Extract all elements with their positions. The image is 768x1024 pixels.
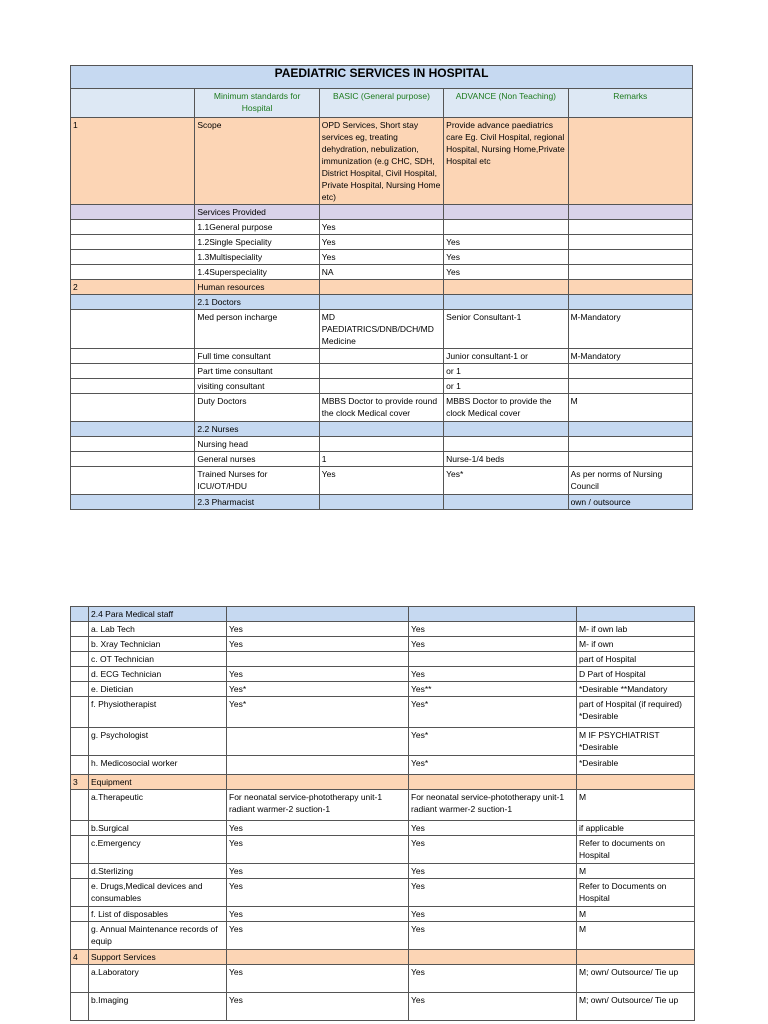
cell-col-1: 1.3Multispeciality	[195, 250, 319, 265]
cell-col-0	[71, 422, 195, 437]
paediatric-services-table-continued	[70, 606, 695, 1021]
table-row	[71, 864, 695, 879]
cell-col-0	[71, 728, 89, 756]
table-row	[71, 965, 695, 993]
cell-col-4: As per norms of Nursing Council	[568, 467, 692, 495]
table-row	[71, 250, 693, 265]
cell-col-2	[319, 349, 443, 364]
cell-col-0	[71, 821, 89, 836]
cell-col-1: 1.2Single Speciality	[195, 235, 319, 250]
cell-col-1: Part time consultant	[195, 364, 319, 379]
table-row	[71, 821, 695, 836]
table-row	[71, 637, 695, 652]
table-row	[71, 235, 693, 250]
cell-col-3	[444, 437, 568, 452]
cell-col-0	[71, 965, 89, 993]
cell-col-1: g. Psychologist	[89, 728, 227, 756]
cell-col-4: *Desirable	[577, 756, 695, 775]
cell-col-1: e. Dietician	[89, 682, 227, 697]
cell-col-3: Yes	[409, 879, 577, 907]
cell-col-0	[71, 310, 195, 349]
table-row	[71, 118, 693, 205]
cell-col-1: Human resources	[195, 280, 319, 295]
cell-col-1: Scope	[195, 118, 319, 205]
cell-col-1: f. Physiotherapist	[89, 697, 227, 728]
cell-col-0	[71, 622, 89, 637]
cell-col-4: part of Hospital	[577, 652, 695, 667]
cell-col-2	[319, 364, 443, 379]
cell-col-1: Equipment	[89, 775, 227, 790]
cell-col-3: Junior consultant-1 or	[444, 349, 568, 364]
cell-col-3: Yes	[409, 836, 577, 864]
cell-col-0	[71, 364, 195, 379]
cell-col-0	[71, 682, 89, 697]
cell-col-1: Nursing head	[195, 437, 319, 452]
cell-col-0	[71, 637, 89, 652]
cell-col-2	[319, 495, 443, 510]
cell-col-1: 2.3 Pharmacist	[195, 495, 319, 510]
cell-col-2: Yes	[227, 879, 409, 907]
cell-col-1: Full time consultant	[195, 349, 319, 364]
cell-col-2: 1	[319, 452, 443, 467]
cell-col-1: a. Lab Tech	[89, 622, 227, 637]
cell-col-2: BASIC (General purpose)	[319, 89, 443, 118]
cell-col-1: a.Therapeutic	[89, 790, 227, 821]
cell-col-3: or 1	[444, 379, 568, 394]
table-row	[71, 907, 695, 922]
cell-col-0	[71, 993, 89, 1021]
cell-col-0	[71, 697, 89, 728]
cell-col-3: Yes	[409, 907, 577, 922]
table-row	[71, 607, 695, 622]
table-row	[71, 756, 695, 775]
table-header-row	[71, 89, 693, 118]
table-row	[71, 950, 695, 965]
table-row	[71, 728, 695, 756]
cell-col-2: Yes	[227, 907, 409, 922]
cell-col-3: Senior Consultant-1	[444, 310, 568, 349]
table-row	[71, 697, 695, 728]
cell-col-0	[71, 652, 89, 667]
table-row	[71, 265, 693, 280]
table-row	[71, 220, 693, 235]
cell-col-3: MBBS Doctor to provide the clock Medical cover	[444, 394, 568, 422]
cell-col-1: Services Provided	[195, 205, 319, 220]
cell-col-0	[71, 394, 195, 422]
cell-col-3: Yes*	[444, 467, 568, 495]
cell-col-4	[568, 422, 692, 437]
cell-col-4	[568, 364, 692, 379]
cell-col-2: OPD Services, Short stay services eg, treating dehydration, nebulization, immunization (e.g CHC, SDH, District Hospital, Civil Hospital, Private Hospital, Nursing Home etc)	[319, 118, 443, 205]
table-row	[71, 437, 693, 452]
cell-col-2: For neonatal service-phototherapy unit-1 radiant warmer-2 suction-1	[227, 790, 409, 821]
cell-col-4: M- if own	[577, 637, 695, 652]
cell-col-3: Yes	[444, 250, 568, 265]
cell-col-4: Remarks	[568, 89, 692, 118]
cell-col-3: Yes	[409, 667, 577, 682]
cell-col-4	[577, 950, 695, 965]
cell-col-3: Yes*	[409, 728, 577, 756]
cell-col-3: Nurse-1/4 beds	[444, 452, 568, 467]
cell-col-4: M	[568, 394, 692, 422]
cell-col-1: Trained Nurses for ICU/OT/HDU	[195, 467, 319, 495]
cell-col-4: if applicable	[577, 821, 695, 836]
cell-col-4	[568, 452, 692, 467]
cell-col-0	[71, 667, 89, 682]
table-row	[71, 310, 693, 349]
cell-col-4: M; own/ Outsource/ Tie up	[577, 965, 695, 993]
cell-col-1: 1.4Superspeciality	[195, 265, 319, 280]
cell-col-2: Yes	[227, 993, 409, 1021]
cell-col-0: 1	[71, 118, 195, 205]
cell-col-4	[568, 205, 692, 220]
cell-col-0	[71, 790, 89, 821]
cell-col-2: Yes	[227, 922, 409, 950]
cell-col-1: visiting consultant	[195, 379, 319, 394]
cell-col-4	[577, 775, 695, 790]
table-row	[71, 295, 693, 310]
table-row	[71, 495, 693, 510]
cell-col-4	[568, 295, 692, 310]
table-row	[71, 652, 695, 667]
table-row	[71, 467, 693, 495]
cell-col-4	[568, 280, 692, 295]
table-row	[71, 379, 693, 394]
cell-col-4: M IF PSYCHIATRIST *Desirable	[577, 728, 695, 756]
cell-col-0	[71, 607, 89, 622]
cell-col-1: h. Medicosocial worker	[89, 756, 227, 775]
table-row	[71, 682, 695, 697]
cell-col-1: 2.1 Doctors	[195, 295, 319, 310]
cell-col-3	[444, 205, 568, 220]
cell-col-2: Yes	[227, 667, 409, 682]
cell-col-2	[319, 205, 443, 220]
cell-col-2: MD PAEDIATRICS/DNB/DCH/MD Medicine	[319, 310, 443, 349]
cell-col-2	[227, 756, 409, 775]
cell-col-0	[71, 349, 195, 364]
cell-col-0	[71, 205, 195, 220]
cell-col-4: M	[577, 922, 695, 950]
cell-col-0	[71, 864, 89, 879]
cell-col-3: Yes	[409, 922, 577, 950]
cell-col-1: b. Xray Technician	[89, 637, 227, 652]
cell-col-2: Yes	[319, 250, 443, 265]
cell-col-0	[71, 922, 89, 950]
cell-col-4	[568, 235, 692, 250]
cell-col-1: b.Imaging	[89, 993, 227, 1021]
cell-col-3: Yes	[409, 622, 577, 637]
table-row	[71, 452, 693, 467]
cell-col-2: Yes	[227, 864, 409, 879]
cell-col-1: 2.2 Nurses	[195, 422, 319, 437]
cell-col-1: a.Laboratory	[89, 965, 227, 993]
table-row	[71, 667, 695, 682]
cell-col-3	[444, 422, 568, 437]
cell-col-2: Yes	[319, 235, 443, 250]
cell-col-4: Refer to Documents on Hospital	[577, 879, 695, 907]
cell-col-0	[71, 379, 195, 394]
cell-col-3	[409, 950, 577, 965]
cell-col-4	[568, 250, 692, 265]
cell-col-1: General nurses	[195, 452, 319, 467]
cell-col-0	[71, 89, 195, 118]
cell-col-1: 2.4 Para Medical staff	[89, 607, 227, 622]
paediatric-services-table	[70, 65, 693, 510]
cell-col-2	[319, 379, 443, 394]
cell-col-0	[71, 250, 195, 265]
table-row	[71, 364, 693, 379]
cell-col-0	[71, 220, 195, 235]
table-row	[71, 790, 695, 821]
table-row	[71, 836, 695, 864]
cell-col-2: Yes	[227, 965, 409, 993]
cell-col-2	[319, 422, 443, 437]
cell-col-0	[71, 879, 89, 907]
cell-col-3: Yes	[409, 965, 577, 993]
cell-col-3: ADVANCE (Non Teaching)	[444, 89, 568, 118]
cell-col-0	[71, 756, 89, 775]
cell-col-2	[227, 728, 409, 756]
cell-col-3: Yes	[409, 637, 577, 652]
cell-col-3: Provide advance paediatrics care Eg. Civil Hospital, regional Hospital, Nursing Home,Private Hospital etc	[444, 118, 568, 205]
table-row	[71, 993, 695, 1021]
cell-col-3	[444, 220, 568, 235]
cell-col-1: f. List of disposables	[89, 907, 227, 922]
cell-col-3: Yes*	[409, 756, 577, 775]
cell-col-0	[71, 907, 89, 922]
cell-col-3: Yes	[444, 265, 568, 280]
cell-col-2: Yes*	[227, 697, 409, 728]
cell-col-2: Yes*	[227, 682, 409, 697]
cell-col-3	[444, 295, 568, 310]
cell-col-1: 1.1General purpose	[195, 220, 319, 235]
cell-col-2	[319, 295, 443, 310]
cell-col-1: Minimum standards for Hospital	[195, 89, 319, 118]
cell-col-2	[227, 607, 409, 622]
table-row	[71, 922, 695, 950]
cell-col-1: d.Sterlizing	[89, 864, 227, 879]
cell-col-0	[71, 235, 195, 250]
cell-col-1: c.Emergency	[89, 836, 227, 864]
cell-col-2: Yes	[227, 622, 409, 637]
cell-col-4: M- if own lab	[577, 622, 695, 637]
cell-col-4: M-Mandatory	[568, 349, 692, 364]
cell-col-0	[71, 265, 195, 280]
cell-col-2: Yes	[319, 220, 443, 235]
cell-col-3	[409, 652, 577, 667]
cell-col-4: M	[577, 790, 695, 821]
table-row	[71, 775, 695, 790]
table-row	[71, 280, 693, 295]
table-row	[71, 205, 693, 220]
cell-col-3: Yes	[444, 235, 568, 250]
cell-col-0	[71, 836, 89, 864]
table-row	[71, 394, 693, 422]
cell-col-3: or 1	[444, 364, 568, 379]
cell-col-3	[444, 495, 568, 510]
cell-col-1: g. Annual Maintenance records of equip	[89, 922, 227, 950]
cell-col-4: M; own/ Outsource/ Tie up	[577, 993, 695, 1021]
cell-col-0	[71, 495, 195, 510]
cell-col-2: Yes	[319, 467, 443, 495]
cell-col-2: Yes	[227, 821, 409, 836]
cell-col-1: c. OT Technician	[89, 652, 227, 667]
cell-col-4: part of Hospital (if required) *Desirable	[577, 697, 695, 728]
cell-col-2	[227, 652, 409, 667]
cell-col-4	[568, 118, 692, 205]
cell-col-3: Yes	[409, 993, 577, 1021]
cell-col-4	[568, 437, 692, 452]
cell-col-4: M-Mandatory	[568, 310, 692, 349]
cell-col-4	[577, 607, 695, 622]
cell-col-4: own / outsource	[568, 495, 692, 510]
cell-col-2	[319, 280, 443, 295]
cell-col-0	[71, 437, 195, 452]
cell-col-3: Yes	[409, 864, 577, 879]
table-title: PAEDIATRIC SERVICES IN HOSPITAL	[71, 66, 693, 89]
cell-col-0	[71, 452, 195, 467]
cell-col-0: 4	[71, 950, 89, 965]
cell-col-1: Med person incharge	[195, 310, 319, 349]
cell-col-4	[568, 220, 692, 235]
cell-col-2: Yes	[227, 637, 409, 652]
cell-col-3	[444, 280, 568, 295]
cell-col-3	[409, 607, 577, 622]
cell-col-4: D Part of Hospital	[577, 667, 695, 682]
cell-col-1: d. ECG Technician	[89, 667, 227, 682]
cell-col-2: MBBS Doctor to provide round the clock Medical cover	[319, 394, 443, 422]
cell-col-4: *Desirable **Mandatory	[577, 682, 695, 697]
cell-col-1: b.Surgical	[89, 821, 227, 836]
cell-col-4: Refer to documents on Hospital	[577, 836, 695, 864]
cell-col-0	[71, 295, 195, 310]
table-row	[71, 422, 693, 437]
cell-col-3: Yes**	[409, 682, 577, 697]
cell-col-1: Support Services	[89, 950, 227, 965]
cell-col-2	[227, 950, 409, 965]
table-row	[71, 349, 693, 364]
cell-col-2	[227, 775, 409, 790]
cell-col-4	[568, 265, 692, 280]
cell-col-3: For neonatal service-phototherapy unit-1 radiant warmer-2 suction-1	[409, 790, 577, 821]
cell-col-3: Yes	[409, 821, 577, 836]
cell-col-1: e. Drugs,Medical devices and consumables	[89, 879, 227, 907]
cell-col-4	[568, 379, 692, 394]
cell-col-2	[319, 437, 443, 452]
cell-col-4: M	[577, 864, 695, 879]
cell-col-0: 2	[71, 280, 195, 295]
cell-col-0: 3	[71, 775, 89, 790]
cell-col-0	[71, 467, 195, 495]
cell-col-3	[409, 775, 577, 790]
table-title-row	[71, 66, 693, 89]
cell-col-1: Duty Doctors	[195, 394, 319, 422]
table-row	[71, 879, 695, 907]
cell-col-3: Yes*	[409, 697, 577, 728]
table-row	[71, 622, 695, 637]
cell-col-4: M	[577, 907, 695, 922]
cell-col-2: NA	[319, 265, 443, 280]
cell-col-2: Yes	[227, 836, 409, 864]
